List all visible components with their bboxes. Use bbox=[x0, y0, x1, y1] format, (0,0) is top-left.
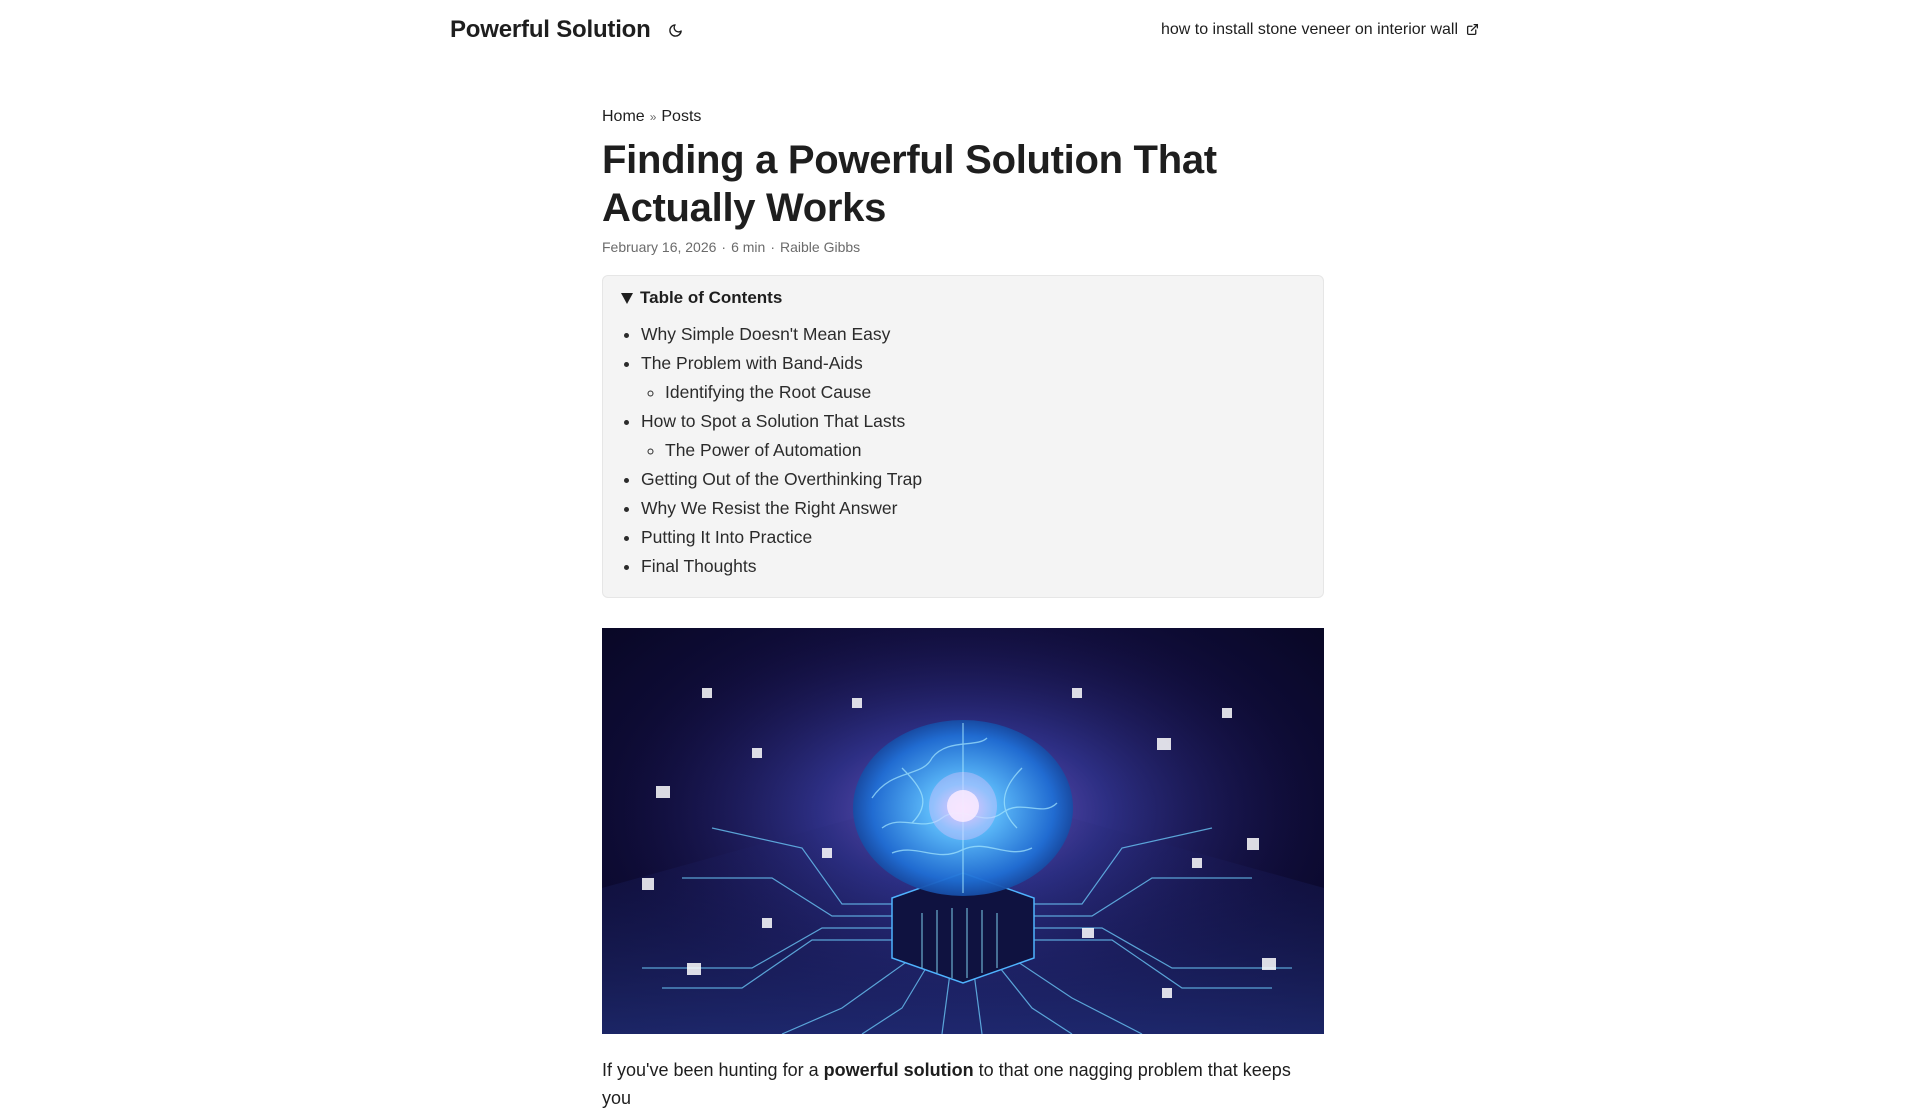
toc-link[interactable]: Why We Resist the Right Answer bbox=[641, 498, 898, 518]
breadcrumb-separator: » bbox=[649, 110, 657, 124]
toc-label: Table of Contents bbox=[640, 288, 783, 307]
intro-keyword: powerful solution bbox=[823, 1060, 974, 1080]
site-logo[interactable]: Powerful Solution bbox=[450, 16, 651, 43]
toc-link[interactable]: How to Spot a Solution That Lasts bbox=[641, 411, 906, 431]
site-header bbox=[450, 0, 1480, 60]
reading-time: 6 min bbox=[731, 239, 766, 255]
external-link-icon bbox=[1466, 23, 1480, 37]
post-meta bbox=[602, 239, 1324, 255]
toc-link[interactable]: Identifying the Root Cause bbox=[665, 382, 872, 402]
article-intro bbox=[602, 1056, 1324, 1112]
cover-image bbox=[602, 628, 1324, 1034]
breadcrumb bbox=[602, 108, 1324, 126]
brain-chip-illustration bbox=[602, 628, 1324, 1034]
toc-item bbox=[641, 552, 1305, 581]
toc-list bbox=[621, 320, 1305, 581]
toc-item bbox=[641, 465, 1305, 494]
toc-link[interactable]: Getting Out of the Overthinking Trap bbox=[641, 469, 923, 489]
toc-link[interactable]: Why Simple Doesn't Mean Easy bbox=[641, 324, 891, 344]
toc-link[interactable]: Final Thoughts bbox=[641, 556, 757, 576]
intro-text: to that one nagging problem that keeps you bbox=[602, 1060, 1291, 1108]
toc-sublist bbox=[641, 378, 1305, 407]
table-of-contents bbox=[602, 275, 1324, 598]
toc-item bbox=[641, 349, 1305, 407]
post-author: Raible Gibbs bbox=[779, 239, 861, 255]
toc-link[interactable]: The Power of Automation bbox=[665, 440, 862, 460]
toc-link[interactable]: Putting It Into Practice bbox=[641, 527, 813, 547]
moon-icon[interactable] bbox=[665, 19, 687, 41]
nav-link-stone-veneer[interactable] bbox=[1161, 21, 1480, 39]
meta-separator: · bbox=[770, 239, 775, 255]
intro-text: If you've been hunting for a bbox=[602, 1060, 824, 1080]
toc-subitem bbox=[665, 378, 1305, 407]
toc-item bbox=[641, 523, 1305, 552]
triangle-down-icon bbox=[621, 293, 633, 304]
toc-subitem bbox=[665, 436, 1305, 465]
toc-sublist bbox=[641, 436, 1305, 465]
nav-link-label: how to install stone veneer on interior wall bbox=[1160, 21, 1458, 38]
toc-item bbox=[641, 407, 1305, 465]
brand bbox=[450, 16, 687, 44]
toc-item bbox=[641, 320, 1305, 349]
meta-separator: · bbox=[721, 239, 727, 255]
post-date: February 16, 2026 bbox=[602, 239, 717, 255]
breadcrumb-posts[interactable]: Posts bbox=[661, 108, 702, 125]
post-main bbox=[602, 108, 1324, 1112]
toc-link[interactable]: The Problem with Band-Aids bbox=[641, 353, 863, 373]
breadcrumb-home[interactable]: Home bbox=[602, 108, 645, 125]
page-title: Finding a Powerful Solution That Actually Works bbox=[602, 138, 1217, 230]
toc-toggle[interactable] bbox=[621, 286, 1305, 310]
toc-item bbox=[641, 494, 1305, 523]
